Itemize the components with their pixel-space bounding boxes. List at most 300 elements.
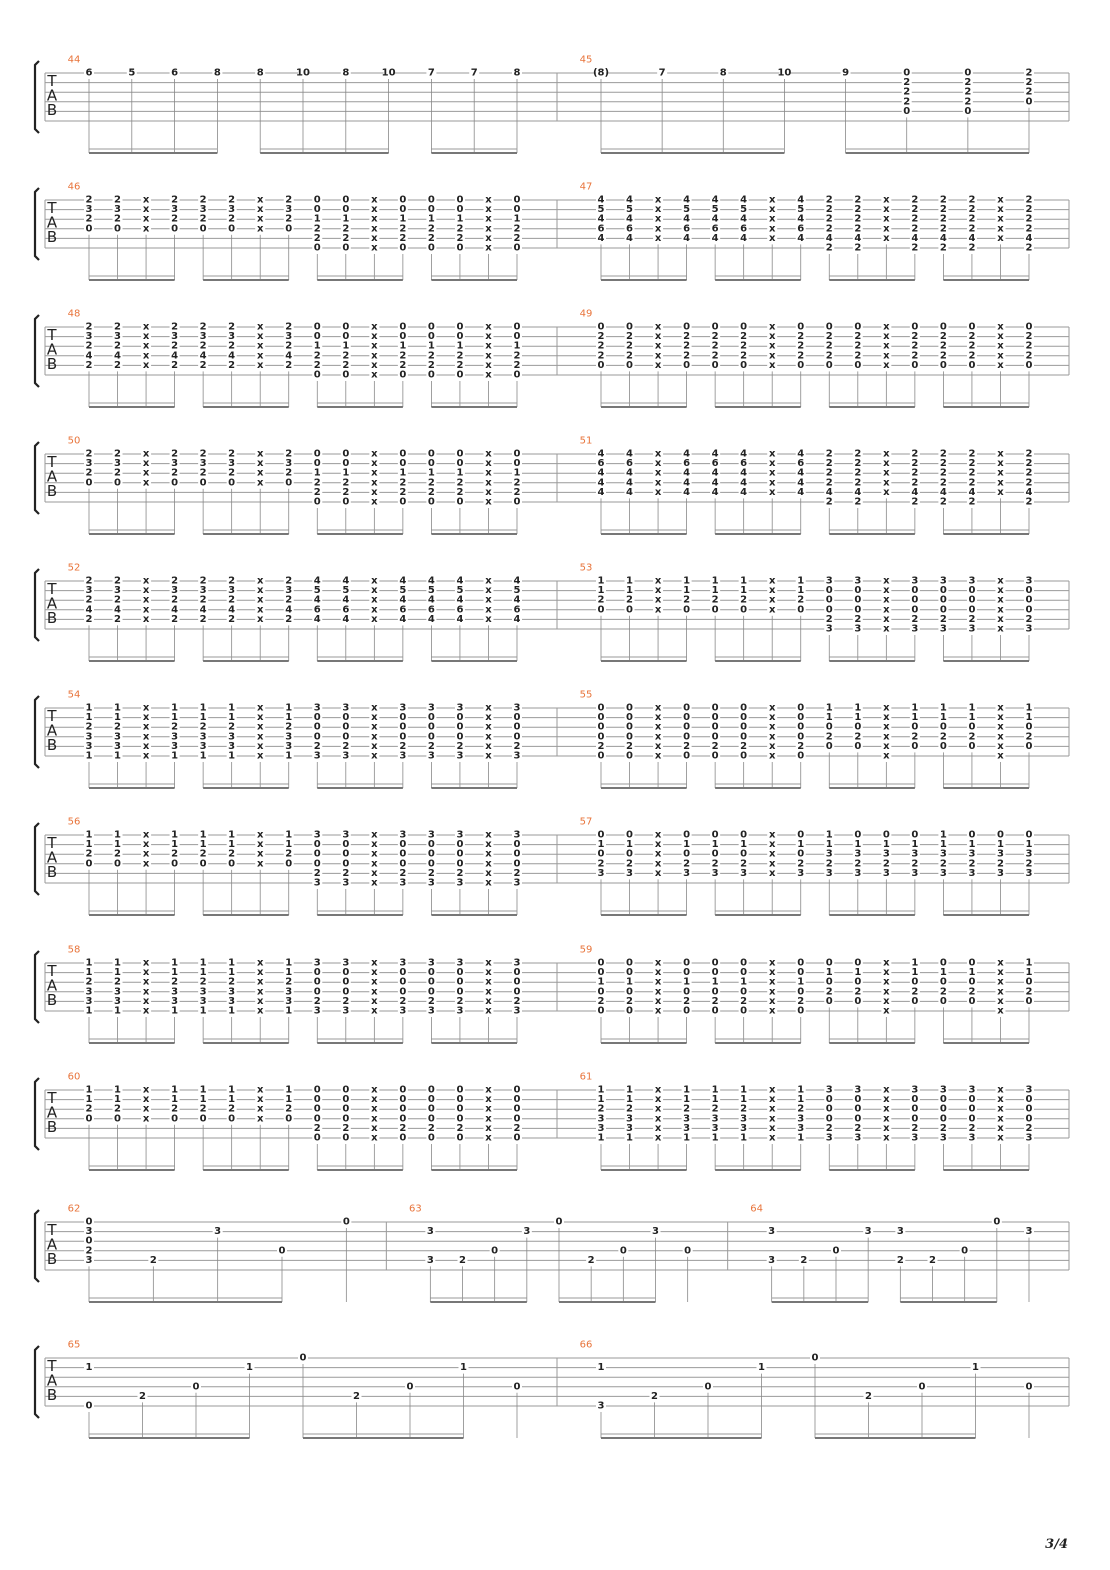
fret-number: x	[485, 575, 492, 587]
fret-number: 0	[85, 477, 93, 489]
fret-number: 2	[456, 477, 464, 489]
fret-number: 2	[911, 448, 919, 460]
fret-number: 1	[285, 1084, 293, 1096]
fret-number: 3	[968, 1084, 976, 1096]
fret-number: 2	[651, 1390, 658, 1402]
fret-number: x	[654, 1084, 662, 1096]
fret-number: 2	[513, 486, 521, 498]
fret-number: 4	[597, 486, 605, 498]
fret-number: 1	[597, 1132, 605, 1144]
fret-number: 3	[797, 867, 805, 879]
fret-number: 0	[285, 223, 293, 235]
fret-number: 2	[1025, 67, 1033, 79]
fret-number: 3	[939, 1084, 947, 1096]
fret-number: 4	[342, 613, 350, 625]
fret-number: x	[654, 967, 662, 979]
fret-number: 3	[1025, 848, 1033, 860]
fret-number: 2	[1025, 858, 1033, 870]
fret-number: 1	[171, 967, 179, 979]
fret-number: x	[371, 223, 378, 235]
fret-number: x	[997, 623, 1004, 635]
fret-number: 2	[85, 213, 93, 225]
fret-number: 2	[285, 575, 293, 587]
fret-number: x	[256, 995, 264, 1007]
fret-number: 3	[399, 702, 407, 714]
fret-number: 5	[711, 204, 719, 216]
fret-number: 0	[278, 1245, 286, 1257]
fret-number: x	[883, 340, 890, 352]
fret-number: 0	[342, 369, 350, 381]
fret-number: 0	[968, 721, 976, 733]
fret-number: x	[142, 594, 150, 606]
fret-number: 0	[313, 1103, 321, 1115]
fret-number: 2	[597, 740, 605, 752]
fret-number: 2	[797, 1103, 805, 1115]
fret-number: 3	[171, 331, 179, 343]
fret-number: x	[883, 232, 890, 244]
fret-number: x	[768, 848, 776, 860]
fret-number: 6	[740, 223, 748, 235]
fret-number: x	[485, 1084, 492, 1096]
fret-number: 3	[711, 867, 719, 879]
fret-number: 3	[456, 1005, 464, 1017]
fret-number: 4	[597, 467, 605, 479]
fret-number: x	[142, 848, 150, 860]
fret-number: 1	[228, 1005, 236, 1017]
fret-number: 4	[1025, 232, 1033, 244]
fret-number: 1	[797, 1094, 805, 1106]
fret-number: 2	[711, 331, 719, 343]
fret-number: 2	[854, 467, 862, 479]
fret-number: 1	[711, 839, 719, 851]
fret-number: 0	[456, 369, 464, 381]
fret-number: 2	[427, 223, 435, 235]
tab-clef-letter: B	[46, 736, 58, 754]
fret-number: 4	[626, 467, 634, 479]
fret-number: 2	[854, 223, 862, 235]
measure-number: 64	[750, 1203, 764, 1215]
fret-number: 0	[342, 1216, 350, 1228]
fret-number: 4	[399, 594, 407, 606]
fret-number: 0	[939, 976, 947, 988]
fret-number: 4	[711, 232, 719, 244]
fret-number: x	[371, 957, 378, 969]
fret-number: x	[883, 995, 890, 1007]
fret-number: 2	[171, 976, 179, 988]
fret-number: 4	[456, 594, 464, 606]
fret-number: x	[485, 1113, 492, 1125]
fret-number: 2	[854, 448, 862, 460]
fret-number: 2	[597, 995, 605, 1007]
fret-number: x	[256, 585, 264, 597]
fret-number: 0	[342, 1084, 350, 1096]
fret-number: 2	[797, 858, 805, 870]
fret-number: x	[654, 731, 662, 743]
fret-number: 0	[513, 331, 521, 343]
fret-number: 0	[684, 1245, 692, 1257]
fret-number: 2	[228, 848, 236, 860]
fret-number: 1	[85, 702, 93, 714]
fret-number: 0	[740, 967, 748, 979]
fret-number: x	[883, 477, 890, 489]
fret-number: 2	[740, 740, 748, 752]
fret-number: 4	[626, 213, 634, 225]
tab-clef-letter: A	[46, 1103, 58, 1122]
fret-number: 1	[972, 1362, 979, 1374]
fret-number: 0	[797, 702, 805, 714]
fret-number: 1	[597, 1094, 605, 1106]
fret-number: 1	[228, 750, 236, 762]
fret-number: 3	[199, 331, 207, 343]
fret-number: x	[997, 740, 1004, 752]
fret-number: 6	[597, 458, 605, 470]
fret-number: 2	[456, 350, 464, 362]
fret-number: 0	[797, 712, 805, 724]
fret-number: x	[142, 721, 150, 733]
fret-number: 1	[626, 585, 634, 597]
fret-number: x	[768, 1005, 776, 1017]
fret-number: x	[485, 1094, 492, 1106]
fret-number: 0	[711, 721, 719, 733]
fret-number: 4	[683, 486, 691, 498]
fret-number: 1	[114, 1084, 122, 1096]
fret-number: 3	[911, 867, 919, 879]
fret-number: x	[768, 867, 776, 879]
fret-number: 3	[228, 331, 236, 343]
fret-number: 2	[683, 1103, 691, 1115]
fret-number: 2	[427, 359, 435, 371]
fret-number: 2	[911, 477, 919, 489]
fret-number: 2	[513, 359, 521, 371]
fret-number: 2	[85, 575, 93, 587]
fret-number: x	[654, 750, 662, 762]
fret-number: 6	[711, 458, 719, 470]
fret-number: 2	[171, 848, 179, 860]
fret-number: 2	[911, 858, 919, 870]
fret-number: 1	[683, 1094, 691, 1106]
fret-number: x	[883, 194, 890, 206]
fret-number: x	[485, 486, 492, 498]
fret-number: 0	[342, 1132, 350, 1144]
fret-number: 3	[825, 623, 833, 635]
fret-number: 1	[797, 1132, 805, 1144]
fret-number: x	[371, 839, 378, 851]
fret-number: 0	[797, 986, 805, 998]
fret-number: x	[256, 575, 264, 587]
fret-number: 3	[313, 702, 321, 714]
fret-number: 3	[854, 575, 862, 587]
fret-number: 0	[85, 1216, 93, 1228]
fret-number: 3	[911, 575, 919, 587]
fret-number: x	[997, 976, 1004, 988]
fret-number: 2	[171, 194, 179, 206]
fret-number: 0	[797, 967, 805, 979]
fret-number: 2	[903, 86, 911, 98]
fret-number: x	[997, 331, 1004, 343]
fret-number: x	[371, 340, 378, 352]
fret-number: 2	[427, 1122, 435, 1134]
fret-number: 1	[597, 585, 605, 597]
fret-number: x	[654, 194, 662, 206]
fret-number: 0	[939, 1094, 947, 1106]
fret-number: 3	[427, 829, 435, 841]
fret-number: 2	[399, 477, 407, 489]
fret-number: 0	[313, 369, 321, 381]
fret-number: 4	[968, 232, 976, 244]
tab-clef-letter: B	[46, 991, 58, 1009]
fret-number: 4	[171, 604, 179, 616]
fret-number: 1	[740, 575, 748, 587]
fret-number: x	[371, 575, 378, 587]
fret-number: x	[654, 585, 662, 597]
fret-number: 2	[427, 867, 435, 879]
fret-number: x	[256, 359, 264, 371]
fret-number: 4	[199, 604, 207, 616]
fret-number: 0	[456, 496, 464, 508]
fret-number: x	[997, 721, 1004, 733]
system-bracket	[35, 951, 39, 1023]
fret-number: x	[371, 1103, 378, 1115]
fret-number: 0	[456, 1132, 464, 1144]
fret-number: 2	[968, 340, 976, 352]
fret-number: x	[654, 995, 662, 1007]
fret-number: 0	[171, 1113, 179, 1125]
fret-number: x	[485, 467, 492, 479]
fret-number: 1	[313, 340, 321, 352]
fret-number: 2	[1025, 458, 1033, 470]
fret-number: 1	[825, 829, 833, 841]
fret-number: x	[654, 1005, 662, 1017]
fret-number: 1	[85, 957, 93, 969]
fret-number: 2	[968, 448, 976, 460]
fret-number: x	[256, 467, 264, 479]
fret-number: 0	[996, 829, 1004, 841]
fret-number: 0	[171, 858, 179, 870]
fret-number: 4	[626, 486, 634, 498]
fret-number: 2	[199, 575, 207, 587]
fret-number: 0	[597, 321, 605, 333]
tab-clef-letter: B	[46, 1386, 58, 1404]
fret-number: 0	[854, 1094, 862, 1106]
fret-number: x	[883, 604, 890, 616]
fret-number: 0	[711, 712, 719, 724]
fret-number: x	[997, 1113, 1004, 1125]
fret-number: 1	[797, 1084, 805, 1096]
fret-number: x	[485, 1132, 492, 1144]
fret-number: 0	[171, 223, 179, 235]
fret-number: 4	[85, 350, 93, 362]
fret-number: 1	[228, 967, 236, 979]
fret-number: 3	[939, 867, 947, 879]
fret-number: 3	[896, 1226, 904, 1238]
fret-number: x	[371, 486, 378, 498]
fret-number: 2	[114, 848, 122, 860]
fret-number: 3	[85, 585, 93, 597]
fret-number: x	[256, 458, 264, 470]
fret-number: 0	[740, 604, 748, 616]
fret-number: 3	[797, 1113, 805, 1125]
fret-number: 0	[456, 839, 464, 851]
fret-number: 0	[342, 448, 350, 460]
fret-number: 3	[114, 585, 122, 597]
fret-number: 4	[626, 194, 634, 206]
fret-number: 0	[683, 848, 691, 860]
fret-number: x	[142, 1084, 150, 1096]
fret-number: 1	[171, 1084, 179, 1096]
fret-number: 0	[597, 604, 605, 616]
fret-number: 3	[911, 623, 919, 635]
fret-number: x	[654, 867, 662, 879]
fret-number: 3	[399, 829, 407, 841]
fret-number: 0	[811, 1352, 819, 1364]
fret-number: 0	[427, 1094, 435, 1106]
fret-number: 2	[968, 496, 976, 508]
measure-number: 52	[67, 562, 81, 574]
fret-number: 2	[171, 448, 179, 460]
fret-number: 0	[911, 721, 919, 733]
fret-number: x	[997, 213, 1004, 225]
system-bracket	[35, 1210, 39, 1282]
fret-number: 0	[683, 957, 691, 969]
fret-number: 1	[911, 839, 919, 851]
fret-number: 0	[704, 1381, 712, 1393]
fret-number: 0	[342, 731, 350, 743]
fret-number: 1	[285, 1094, 293, 1106]
fret-number: 2	[228, 575, 236, 587]
fret-number: 0	[342, 976, 350, 988]
fret-number: 3	[85, 995, 93, 1007]
fret-number: 4	[513, 594, 521, 606]
fret-number: 0	[427, 848, 435, 860]
fret-number: x	[485, 967, 492, 979]
fret-number: 3	[797, 1122, 805, 1134]
fret-number: 2	[1025, 350, 1033, 362]
fret-number: x	[485, 702, 492, 714]
fret-number: 1	[740, 1084, 748, 1096]
fret-number: 6	[171, 67, 179, 79]
fret-number: 0	[825, 1113, 833, 1125]
fret-number: x	[371, 986, 378, 998]
fret-number: 3	[523, 1226, 531, 1238]
fret-number: 2	[683, 995, 691, 1007]
fret-number: 0	[1025, 585, 1033, 597]
fret-number: 4	[683, 213, 691, 225]
fret-number: 0	[427, 731, 435, 743]
fret-number: 0	[399, 1132, 407, 1144]
fret-number: 0	[626, 848, 634, 860]
fret-number: x	[142, 986, 150, 998]
system-bracket	[35, 823, 39, 895]
fret-number: x	[371, 1094, 378, 1106]
fret-number: 0	[683, 702, 691, 714]
fret-number: 3	[85, 1254, 93, 1266]
fret-number: 0	[626, 957, 634, 969]
fret-number: 1	[199, 750, 207, 762]
fret-number: x	[256, 1103, 264, 1115]
fret-number: 3	[597, 1122, 605, 1134]
fret-number: 4	[740, 213, 748, 225]
fret-number: x	[768, 213, 776, 225]
fret-number: x	[883, 213, 890, 225]
fret-number: 3	[85, 731, 93, 743]
fret-number: 4	[740, 194, 748, 206]
fret-number: x	[654, 1094, 662, 1106]
fret-number: 0	[427, 839, 435, 851]
fret-number: 1	[825, 702, 833, 714]
fret-number: 1	[939, 712, 947, 724]
fret-number: 0	[342, 194, 350, 206]
fret-number: 4	[939, 232, 947, 244]
fret-number: 3	[683, 867, 691, 879]
fret-number: 2	[85, 1103, 93, 1115]
fret-number: 0	[427, 1132, 435, 1144]
fret-number: x	[256, 204, 264, 216]
fret-number: 0	[740, 321, 748, 333]
tab-clef-letter: B	[46, 228, 58, 246]
fret-number: x	[142, 613, 150, 625]
fret-number: 2	[1025, 613, 1033, 625]
fret-number: 1	[228, 1084, 236, 1096]
fret-number: 2	[683, 331, 691, 343]
fret-number: x	[997, 458, 1004, 470]
fret-number: 1	[911, 702, 919, 714]
fret-number: 1	[711, 1132, 719, 1144]
fret-number: 1	[85, 1005, 93, 1017]
fret-number: 4	[797, 477, 805, 489]
fret-number: x	[371, 458, 378, 470]
fret-number: 2	[939, 467, 947, 479]
fret-number: 2	[456, 359, 464, 371]
fret-number: 1	[939, 967, 947, 979]
fret-number: x	[883, 1113, 890, 1125]
fret-number: x	[142, 712, 150, 724]
fret-number: 0	[825, 957, 833, 969]
fret-number: 4	[342, 575, 350, 587]
fret-number: 1	[171, 957, 179, 969]
fret-number: 0	[626, 321, 634, 333]
fret-number: 2	[968, 477, 976, 489]
fret-number: 0	[285, 477, 293, 489]
fret-number: 1	[285, 750, 293, 762]
fret-number: 2	[171, 721, 179, 733]
fret-number: x	[142, 223, 150, 235]
fret-number: 0	[427, 967, 435, 979]
measure-number: 46	[67, 181, 81, 193]
fret-number: 2	[1025, 448, 1033, 460]
fret-number: x	[654, 448, 662, 460]
tab-clef-letter: T	[47, 707, 57, 725]
fret-number: 0	[427, 369, 435, 381]
fret-number: 0	[456, 458, 464, 470]
fret-number: 0	[740, 712, 748, 724]
fret-number: 1	[399, 213, 407, 225]
fret-number: 2	[825, 858, 833, 870]
fret-number: 3	[513, 702, 521, 714]
fret-number: 3	[652, 1226, 659, 1238]
fret-number: 3	[513, 877, 521, 889]
fret-number: 2	[85, 613, 93, 625]
fret-number: 0	[342, 458, 350, 470]
fret-number: 0	[854, 359, 862, 371]
fret-number: 0	[427, 331, 435, 343]
fret-number: 4	[114, 604, 122, 616]
fret-number: 0	[964, 67, 972, 79]
fret-number: x	[997, 1084, 1004, 1096]
fret-number: 3	[399, 1005, 407, 1017]
fret-number: x	[883, 1122, 890, 1134]
fret-number: 2	[228, 321, 236, 333]
fret-number: 2	[114, 976, 122, 988]
